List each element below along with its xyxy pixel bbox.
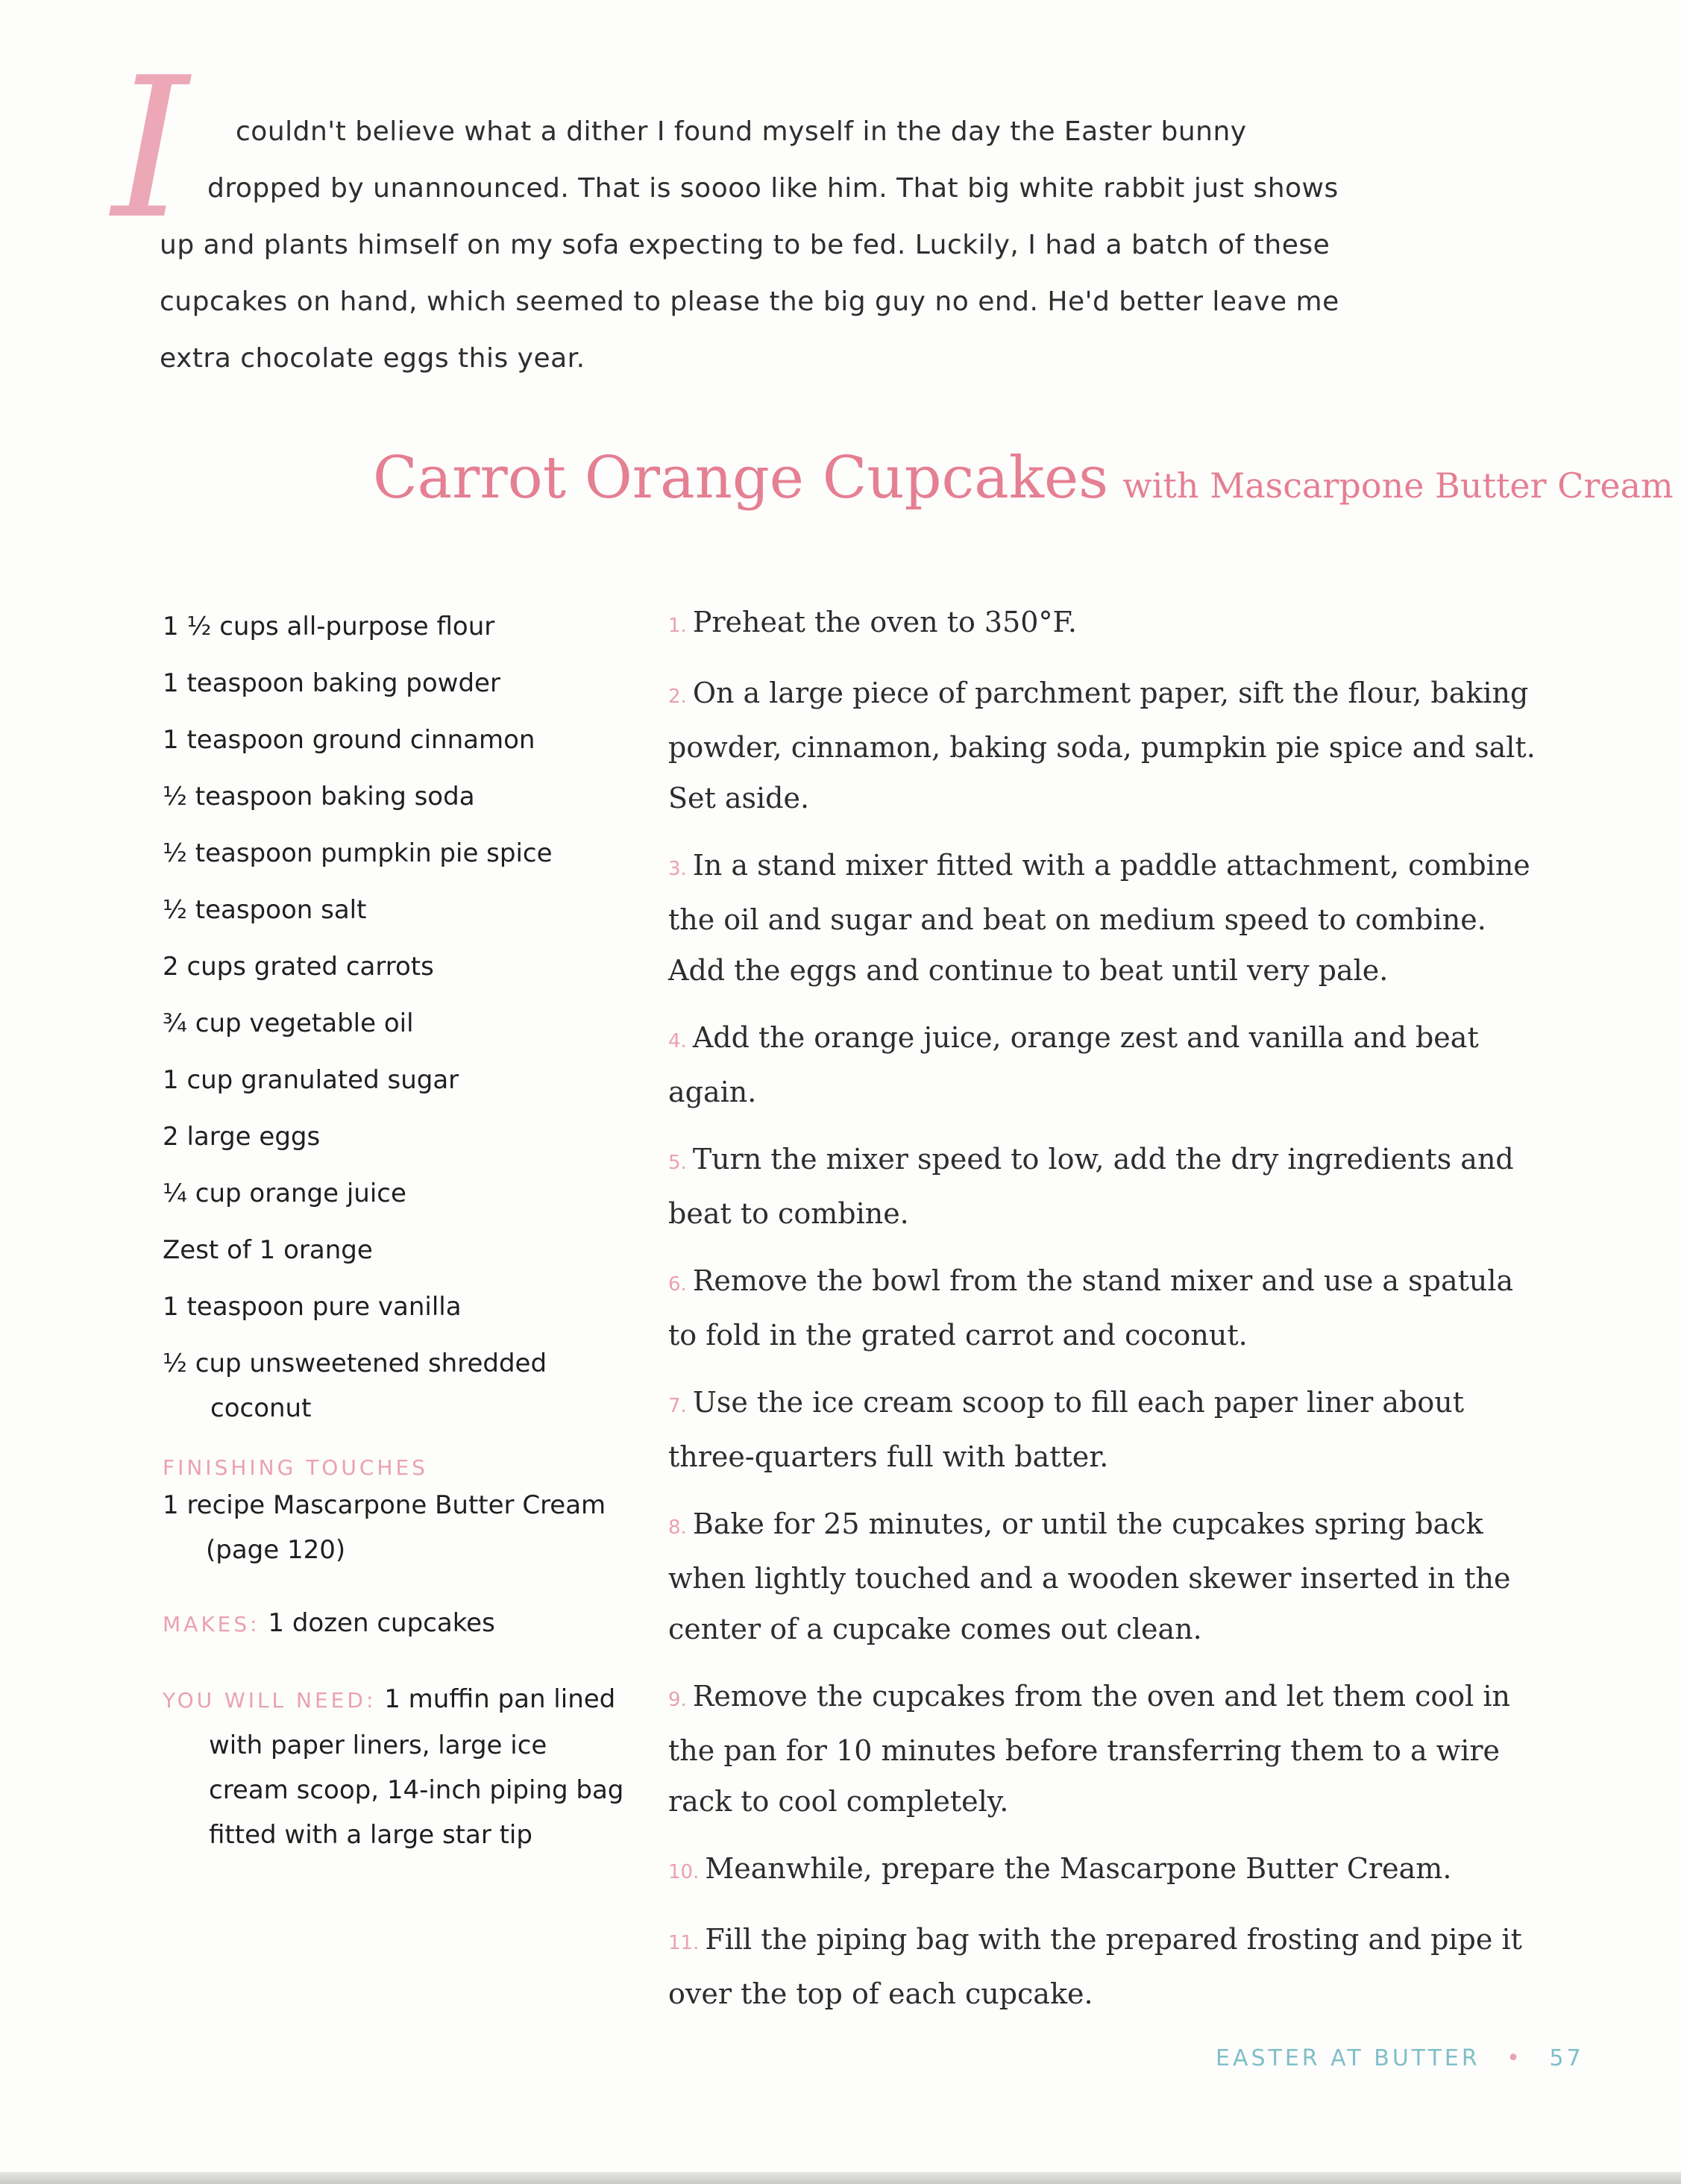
intro-line: dropped by unannounced. That is soooo like him. That big white rabbit just shows xyxy=(207,173,1339,204)
ingredient-item: 1 teaspoon ground cinnamon xyxy=(163,725,535,755)
page-number: 57 xyxy=(1549,2045,1584,2071)
step-text: Preheat the oven to 350°F. xyxy=(692,606,1077,638)
you-will-need-row xyxy=(163,1677,640,1857)
footer-section-title: EASTER AT BUTTER xyxy=(1216,2045,1480,2071)
step-text: In a stand mixer fitted with a paddle attachment, combine the oil and sugar and beat on medium speed to combine. Add the eggs and continue to beat until very pale. xyxy=(668,849,1530,987)
drop-cap: I xyxy=(112,37,189,262)
recipe-title xyxy=(373,445,1674,512)
finishing-item xyxy=(163,1483,640,1572)
finishing-item-page-ref: (page 120) xyxy=(206,1535,346,1565)
step-number: 10. xyxy=(668,1861,700,1883)
direction-step xyxy=(668,1671,1548,1827)
you-will-need-label: YOU WILL NEED: xyxy=(163,1688,377,1713)
direction-step xyxy=(668,1134,1548,1239)
you-will-need-text: cream scoop, 14-inch piping bag xyxy=(209,1775,624,1805)
intro-line: cupcakes on hand, which seemed to please the big guy no end. He'd better leave me xyxy=(160,286,1339,317)
direction-step xyxy=(668,1255,1548,1361)
makes-label: MAKES: xyxy=(163,1612,260,1637)
step-text: Remove the cupcakes from the oven and let them cool in the pan for 10 minutes before transferring them to a wire rack to cool completely. xyxy=(668,1680,1510,1818)
intro-line: up and plants himself on my sofa expecting to be fed. Luckily, I had a batch of these xyxy=(160,230,1330,260)
step-number: 11. xyxy=(668,1932,700,1954)
step-text: Add the orange juice, orange zest and vanilla and beat again. xyxy=(668,1021,1479,1108)
step-text: Fill the piping bag with the prepared frosting and pipe it over the top of each cupcake. xyxy=(668,1923,1522,2010)
ingredient-text-continued: coconut xyxy=(210,1393,312,1423)
you-will-need-text: 1 muffin pan lined xyxy=(384,1684,616,1714)
you-will-need-text: fitted with a large star tip xyxy=(209,1820,532,1850)
step-text: Remove the bowl from the stand mixer and use a spatula to fold in the grated carrot and coconut. xyxy=(668,1264,1514,1352)
ingredients-list xyxy=(163,604,640,1857)
direction-step xyxy=(668,1499,1548,1654)
recipe-title-main: Carrot Orange Cupcakes xyxy=(373,445,1109,512)
step-text: Use the ice cream scoop to fill each paper liner about three-quarters full with batter. xyxy=(668,1386,1464,1473)
step-number: 1. xyxy=(668,615,687,637)
page-footer xyxy=(1216,2045,1584,2071)
ingredient-item: ¾ cup vegetable oil xyxy=(163,1008,414,1038)
step-text: On a large piece of parchment paper, sift the flour, baking powder, cinnamon, baking soda, pumpkin pie spice and salt. Set aside. xyxy=(668,677,1536,815)
step-number: 7. xyxy=(668,1395,687,1417)
makes-value: 1 dozen cupcakes xyxy=(268,1608,495,1638)
direction-step xyxy=(668,1012,1548,1117)
step-number: 4. xyxy=(668,1030,687,1052)
ingredient-item: 2 large eggs xyxy=(163,1122,321,1152)
finishing-item-text: 1 recipe Mascarpone Butter Cream xyxy=(163,1490,606,1520)
step-text: Bake for 25 minutes, or until the cupcakes spring back when lightly touched and a wooden skewer inserted in the center of a cupcake comes out clean. xyxy=(668,1507,1511,1645)
ingredient-item: 1 cup granulated sugar xyxy=(163,1065,459,1095)
intro-line: couldn't believe what a dither I found myself in the day the Easter bunny xyxy=(236,116,1247,147)
recipe-title-sub: with Mascarpone Butter Cream xyxy=(1122,465,1674,506)
step-text: Meanwhile, prepare the Mascarpone Butter Cream. xyxy=(705,1852,1452,1885)
ingredient-item: Zest of 1 orange xyxy=(163,1235,373,1265)
ingredient-item: 1 teaspoon baking powder xyxy=(163,668,500,698)
step-number: 6. xyxy=(668,1273,687,1296)
page-edge-shadow xyxy=(0,2172,1681,2184)
ingredient-item: ½ teaspoon baking soda xyxy=(163,782,475,812)
intro-line: extra chocolate eggs this year. xyxy=(160,343,585,374)
ingredient-item: ¼ cup orange juice xyxy=(163,1179,406,1208)
step-number: 2. xyxy=(668,685,687,708)
step-number: 5. xyxy=(668,1152,687,1174)
step-text: Turn the mixer speed to low, add the dry ingredients and beat to combine. xyxy=(668,1143,1514,1230)
ingredient-item: 2 cups grated carrots xyxy=(163,952,434,982)
step-number: 9. xyxy=(668,1689,687,1711)
ingredient-item: 1 ½ cups all-purpose flour xyxy=(163,612,495,641)
step-number: 3. xyxy=(668,858,687,880)
you-will-need-text: with paper liners, large ice xyxy=(209,1730,547,1760)
ingredient-item: 1 teaspoon pure vanilla xyxy=(163,1292,462,1322)
direction-step xyxy=(668,597,1548,651)
direction-step xyxy=(668,840,1548,996)
finishing-touches-heading: FINISHING TOUCHES xyxy=(163,1455,428,1480)
direction-step xyxy=(668,1377,1548,1482)
makes-row xyxy=(163,1601,640,1647)
directions-list xyxy=(668,597,1548,2036)
ingredient-item: ½ teaspoon salt xyxy=(163,895,367,925)
direction-step xyxy=(668,1914,1548,2019)
ingredient-text: ½ cup unsweetened shredded xyxy=(163,1349,547,1378)
direction-step xyxy=(668,668,1548,823)
ingredient-item xyxy=(163,1341,640,1431)
ingredient-item: ½ teaspoon pumpkin pie spice xyxy=(163,838,553,868)
direction-step xyxy=(668,1843,1548,1898)
step-number: 8. xyxy=(668,1516,687,1539)
footer-bullet: • xyxy=(1506,2045,1523,2071)
